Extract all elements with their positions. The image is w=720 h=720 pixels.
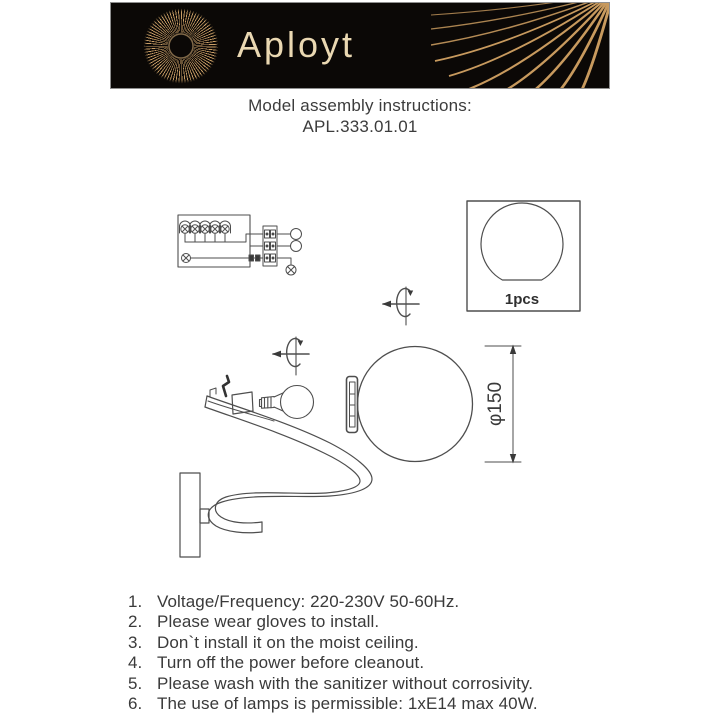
list-item	[128, 653, 648, 673]
screw-symbol-lower	[272, 337, 309, 375]
instruction-text: Voltage/Frequency: 220-230V 50-60Hz.	[157, 592, 460, 611]
list-item	[128, 633, 648, 653]
instruction-number: 2.	[128, 612, 143, 632]
page-title: Model assembly instructions:	[248, 96, 472, 115]
assembly-diagram	[150, 180, 590, 580]
instruction-number: 4.	[128, 653, 143, 673]
diameter-dimension	[485, 345, 521, 464]
wiring-diagram	[178, 215, 302, 275]
lamp-assembly	[180, 376, 372, 557]
instruction-number: 6.	[128, 694, 143, 714]
sunburst-logo-icon	[141, 6, 221, 86]
instruction-number: 3.	[128, 632, 143, 652]
instruction-number: 1.	[128, 592, 143, 611]
instruction-text: Turn off the power before cleanout.	[157, 653, 425, 673]
list-item	[128, 592, 648, 612]
title-block	[0, 95, 720, 137]
list-item	[128, 612, 648, 632]
wall-plate	[180, 473, 200, 557]
instruction-text: The use of lamps is permissible: 1xE14 max 40W.	[157, 694, 538, 714]
instruction-text: Don`t install it on the moist ceiling.	[157, 632, 419, 652]
list-item	[128, 674, 648, 694]
list-item	[128, 694, 648, 714]
model-number: APL.333.01.01	[302, 117, 418, 136]
dimension-label: φ150	[485, 381, 506, 427]
bulb-icon	[260, 386, 314, 419]
pcs-count-label: 1pcs	[504, 291, 540, 308]
instruction-text: Please wear gloves to install.	[157, 612, 380, 632]
brand-banner	[110, 2, 610, 89]
screw-symbol-upper	[382, 287, 419, 325]
brand-wordmark: Aployt	[237, 24, 356, 65]
instruction-text: Please wash with the sanitizer without corrosivity.	[157, 673, 534, 693]
instruction-list	[128, 592, 648, 714]
instruction-number: 5.	[128, 673, 143, 693]
corner-rays-decoration	[431, 3, 609, 89]
glass-globe	[347, 347, 473, 462]
lamp-wire	[223, 376, 229, 396]
package-contents-box	[467, 201, 580, 311]
